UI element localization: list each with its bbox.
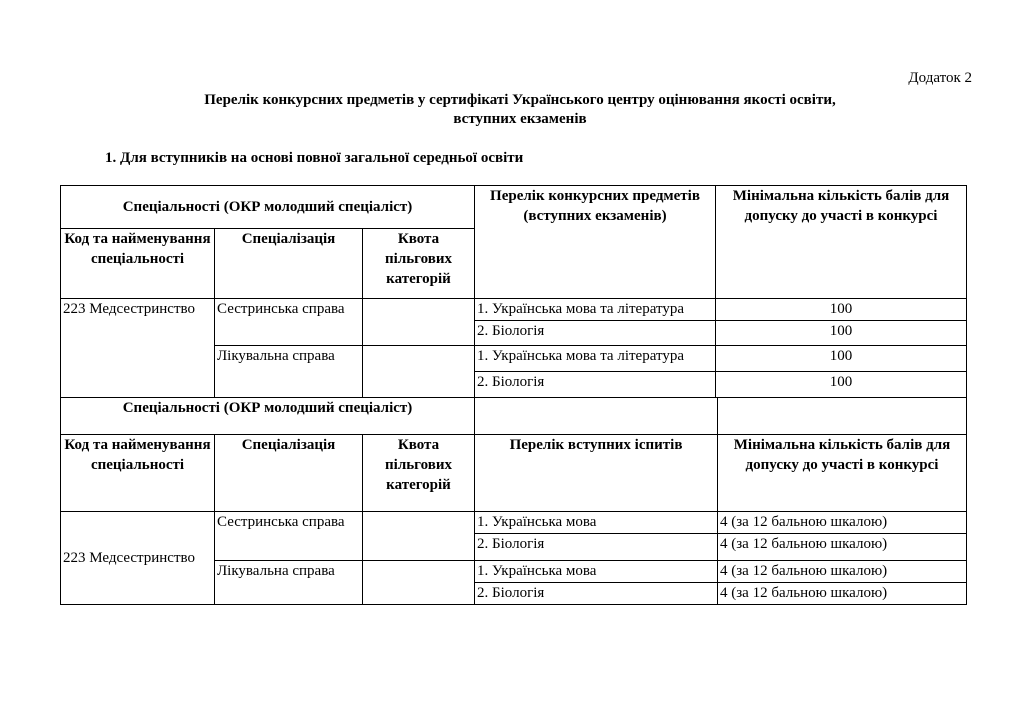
table1-subject: 1. Українська мова та література xyxy=(475,299,716,321)
table2-quota-1 xyxy=(363,512,475,561)
table1-min-score: 100 xyxy=(716,299,967,321)
table1-code-header: Код та найменування спеціальності xyxy=(61,229,215,299)
table2-min-score: 4 (за 12 бальною шкалою) xyxy=(718,583,967,605)
section-heading: 1. Для вступників на основі повної загальної середньої освіти xyxy=(105,150,524,166)
table1-specialty-cell: 223 Медсестринство xyxy=(61,299,215,398)
table2-code-header: Код та найменування спеціальності xyxy=(61,435,215,512)
table1-quota-header: Квота пільгових категорій xyxy=(363,229,475,299)
table2-exam: 1. Українська мова xyxy=(475,561,718,583)
table2-min-score: 4 (за 12 бальною шкалою) xyxy=(718,534,967,561)
table1-min-score: 100 xyxy=(716,372,967,398)
table1-group-header: Спеціальності (ОКР молодший спеціаліст) xyxy=(61,186,475,229)
table2-specialization-header: Спеціалізація xyxy=(215,435,363,512)
table2-quota-2 xyxy=(363,561,475,605)
table2-quota-header: Квота пільгових категорій xyxy=(363,435,475,512)
table1-specialization-1: Сестринська справа xyxy=(215,299,363,346)
table1-quota-1 xyxy=(363,299,475,346)
table2-exam: 2. Біологія xyxy=(475,534,718,561)
table2-empty-header-2 xyxy=(718,398,967,435)
table1-subject: 1. Українська мова та література xyxy=(475,346,716,372)
table1-min-score: 100 xyxy=(716,321,967,346)
table2-specialization-2: Лікувальна справа xyxy=(215,561,363,605)
table2-exam: 2. Біологія xyxy=(475,583,718,605)
table2-min-score: 4 (за 12 бальною шкалою) xyxy=(718,561,967,583)
addendum-label: Додаток 2 xyxy=(908,70,972,86)
title-line-1: Перелік конкурсних предметів у сертифікаті Українського центру оцінювання якості освіти, xyxy=(204,92,836,108)
table2-empty-header-1 xyxy=(475,398,718,435)
entrance-exams-table xyxy=(60,397,967,605)
table2-exam: 1. Українська мова xyxy=(475,512,718,534)
table1-specialization-2: Лікувальна справа xyxy=(215,346,363,398)
table1-min-score: 100 xyxy=(716,346,967,372)
table1-subject: 2. Біологія xyxy=(475,321,716,346)
table1-subjects-header: Перелік конкурсних предметів (вступних екзаменів) xyxy=(475,186,716,299)
table2-group-header: Спеціальності (ОКР молодший спеціаліст) xyxy=(61,398,475,435)
table1-quota-2 xyxy=(363,346,475,398)
table2-min-score-header: Мінімальна кількість балів для допуску до участі в конкурсі xyxy=(718,435,967,512)
title-line-2: вступних екзаменів xyxy=(453,111,587,127)
table2-min-score: 4 (за 12 бальною шкалою) xyxy=(718,512,967,534)
document-title xyxy=(150,91,890,129)
table1-specialization-header: Спеціалізація xyxy=(215,229,363,299)
table2-specialty-cell: 223 Медсестринство xyxy=(61,512,215,605)
admission-subjects-table xyxy=(60,185,967,398)
table1-subject: 2. Біологія xyxy=(475,372,716,398)
table2-exams-header: Перелік вступних іспитів xyxy=(475,435,718,512)
table2-specialization-1: Сестринська справа xyxy=(215,512,363,561)
table1-min-score-header: Мінімальна кількість балів для допуску до участі в конкурсі xyxy=(716,186,967,299)
